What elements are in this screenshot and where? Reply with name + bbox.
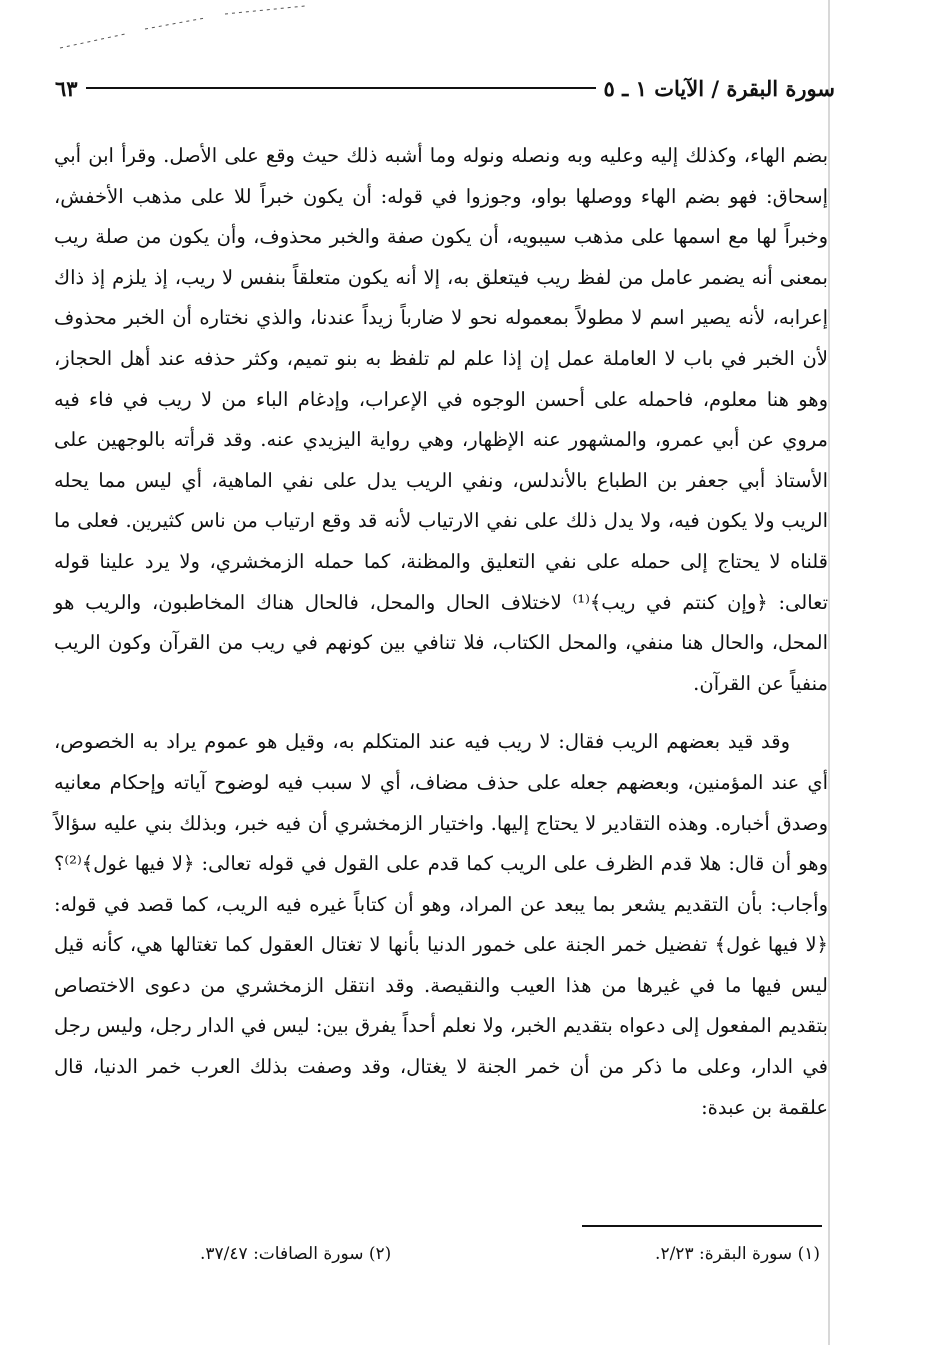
footnote-2: (٢) سورة الصافات: ٣٧/٤٧.: [200, 1244, 392, 1264]
paragraph-2: وقد قيد بعضهم الريب فقال: لا ريب فيه عند المتكلم به، وقيل هو عموم يراد به الخصوص، أي عند المؤمنين، وبعضهم جعله على حذف مضاف، أي لا سبب فيه لوضوح آياته وإحكام معانيه وصدق أخباره. وهذه التقادير لا يحتاج إليها. واختيار الزمخشري أن فيه خبر، وبذلك بني عليه سؤالاً وهو أن قال: هلا قدم الظرف على الريب كما قدم على القول في قوله تعالى: ﴿لا فيها غول﴾⁽²⁾؟ وأجاب: بأن التقديم يشعر بما يبعد عن المراد، وهو أن كتاباً غيره فيه الريب، كما قصد في قوله: ﴿لا فيها غول﴾ تفضيل خمر الجنة على خمور الدنيا بأنها لا تغتال العقول كما تغتالها هي، كأنه قيل ليس فيها ما في غيرها من هذا العيب والنقيصة. وقد انتقل الزمخشري من دعوى الاختصاص بتقديم المفعول إلى دعواه بتقديم الخبر، ولا نعلم أحداً يفرق بين: ليس في الدار رجل، وليس رجل في الدار، وعلى ما ذكر من أن خمر الجنة لا يغتال، وقد وصفت بذلك العرب خمر الدنيا، قال علقمة بن عبدة:: [54, 730, 828, 1119]
header-rule: [86, 87, 596, 89]
running-header: [55, 70, 835, 106]
footnote-separator: [582, 1225, 822, 1227]
scan-artifact-marks: [55, 4, 315, 54]
header-title: سورة البقرة / الآيات ١ ـ ٥: [603, 75, 835, 101]
footnote-1: (١) سورة البقرة: ٢/٢٣.: [655, 1244, 820, 1264]
footnotes: [200, 1244, 820, 1264]
page-number: ٦٣: [55, 75, 78, 101]
paragraph-1: بضم الهاء، وكذلك إليه وعليه وبه ونصله ونوله وما أشبه ذلك حيث وقع على الأصل. وقرأ ابن أبي إسحاق: فهو بضم الهاء ووصلها بواو، وجوزوا في قوله: أن يكون خبراً للا على مذهب الأخفش، وخبراً لها مع اسمها على مذهب سيبويه، أن يكون صفة والخبر محذوف، وأن يكون من صلة ريب بمعنى أنه يضمر عامل من لفظ ريب فيتعلق به، إلا أنه يكون متعلقاً بنفس لا ريب، إذ يلزم إذ ذاك إعرابه، لأنه يصير اسم لا مطولاً بمعموله نحو لا ضارباً زيداً عندنا، والذي نختاره أن الخبر محذوف لأن الخبر في باب لا العاملة عمل إن إذا علم لم تلفظ به بنو تميم، وكثر حذفه عند أهل الحجاز، وهو هنا معلوم، فاحمله على أحسن الوجوه في الإعراب، وإدغام الباء من لا ريب في فاء فيه مروي عن أبي عمرو، والمشهور عنه الإظهار، وهي رواية اليزيدي عنه. وقد قرأته بالوجهين على الأستاذ أبي جعفر بن الطباع بالأندلس، ونفي الريب يدل على نفي الماهية، أي ليس مما يحله الريب ولا يكون فيه، ولا يدل ذلك على نفي الارتياب لأنه قد وقع ارتياب من ناس كثيرين. فعلى ما قلناه لا يحتاج إلى حمله على نفي التعليق والمظنة، كما حمله الزمخشري، ولا يرد علينا قوله تعالى: ﴿وإن كنتم في ريب﴾⁽¹⁾ لاختلاف الحال والمحل، فالحال هناك المخاطبون، والريب هو المحل، والحال هنا منفي، والمحل الكتاب، فلا تنافي بين كونهم في ريب من القرآن وكون الريب منفياً عن القرآن.: [54, 144, 829, 695]
main-text: [54, 136, 828, 1128]
scan-margin-edge: [828, 0, 830, 1345]
